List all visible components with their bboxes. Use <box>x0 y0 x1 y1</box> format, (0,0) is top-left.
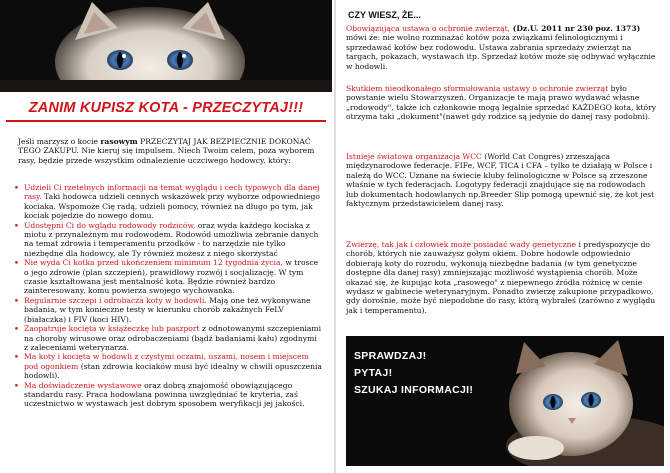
slogan-search-info: SZUKAJ INFORMACJI! <box>354 384 474 396</box>
column-divider <box>334 0 336 473</box>
associations-paragraph: Skutkiem nieodkonałego sformułowania ustawy o ochronie zwierząt było powstanie wielu Stowarzyszeń. Organizacje te mają prawo wydawać własne „rodowody", także ich członkowie mogą legalnie sprzedać KAŻDEGO kota, który otrzyma taki „dokument"(nawet gdy rodzice są jedynie do danej rasy podobni). <box>346 84 657 122</box>
intro-paragraph <box>18 137 320 165</box>
intro-bold: rasowym <box>100 137 138 146</box>
list-item: • Udzieli Ci rzetelnych informacji na temat wyglądu i cech typowych dla danej rasy. Taki hodowca udzieli cennych wskazówek przy wyborze odpowiedniego kociaka. Wspomoże Cię radą, udzieli pomocy, również na długo po tym, jak kociak pojedzie do nowego domu. <box>14 183 320 221</box>
list-item: • Regularnie szczepi i odrobacza koty w hodowli. Mają one też wykonywane badania, w tym konieczne testy w kierunku chorób zakaźnych FeLV (białaczka) i FIV (koci HIV). <box>14 295 311 324</box>
list-item: • Nie wyda Ci kotka przed ukończeniem minimum 12 tygodnia życia, w trosce o jego zdrowie (plan szczepień), prawidłowy rozwój i socjalizację. W tym czasie kształtowana jest mentalność kota. Będzie również bardzo zainteresowany, komu powierza swojego wychowanka. <box>14 258 319 296</box>
list-item: • Udostępni Ci do wglądu rodowody rodziców, oraz wyda każdego kociaka z miotu z przynależnym mu rodowodem. Rodowód umożliwia zebranie danych na temat zdrowia i temperamentu przodków - to narzędzie nie tylko niezbędne dla hodowcy, ale Ty również możesz z niego skorzystać <box>14 220 319 258</box>
top-cat-photo <box>0 0 332 92</box>
slogan-ask: PYTAJ! <box>354 367 393 379</box>
list-item: • Zaopatruje kocięta w książeczkę lub paszport z odnotowanymi szczepieniami na choroby wirusowe oraz odrobaczeniami (bądź badaniami kału) zgodnymi z zaleceniami weterynarza. <box>14 324 322 352</box>
slogan-check: SPRAWDZAJ! <box>354 350 427 362</box>
kitten-slogan-photo <box>346 336 664 466</box>
intro-text-2: PRZECZYTAJ JAK BEZPIECZNIE DOKONAĆ TEGO ZAKUPU. Nie kieruj się impulsem. Niech Twoim celem, poza wyborem rasy, będzie przede wszystkim odnalezienie uczciwego hodowcy, który: <box>18 137 315 165</box>
bullet-icon: • <box>14 352 19 362</box>
breeder-checklist <box>14 183 323 409</box>
list-item: • Ma doświadczenie wystawowe oraz dobrą znajomość obowiązującego standardu rasy. Praca hodowlana powinna uwzględniać te kryteria, zaś uczestnictwo w wystawach jest dobrym sposobem weryfikacji jej jakości. <box>14 380 305 409</box>
bullet-icon: • <box>14 220 19 230</box>
bullet-icon: • <box>14 380 19 390</box>
bullet-icon: • <box>14 258 19 268</box>
cat-peeking-image <box>0 0 332 92</box>
bullet-icon: • <box>14 183 19 192</box>
main-headline: ZANIM KUPISZ KOTA - PRZECZYTAJ!!! <box>28 100 304 116</box>
law-paragraph: Obowiązująca ustawa o ochronie zwierząt, (Dz.U. 2011 nr 230 poz. 1373) mówi że: nie wolno rozmnażać kotów poza związkami felinologicznymi i sprzedawać kotów bez rodowodu. Ustawa zabrania sprzedaży zwierząt na targach, pokazach, wystawach itp. Sprzedaż kotów może się odbywać wyłącznie w hodowli. <box>346 24 656 71</box>
headline-underline <box>6 120 326 122</box>
bullet-icon: • <box>14 324 19 334</box>
genetics-paragraph: Zwierzę, tak jak i człowiek może posiadać wady genetyczne i predyspozycje do chorób, których nie zauważysz gołym okiem. Dobre hodowle odpowiednio dobierają koty do rozrodu, wykonują niezbędne badania (w tym genetyczne dostępne dla danej rasy) zmniejszając możliwość wystąpienia chorób. Może okazać się, że kupując kota „rasowego" z niepewnego źródła różnicę w cenie wydasz w gabinecie weterynaryjnym. Ponadto zwierzę zakupione przypadkowo, gdy dorośnie, może być niepodobne do rasy, którą wybrałeś (zarówno z wyglądu jak i temperamentu). <box>346 240 656 315</box>
did-you-know-title: CZY WIESZ, ŻE... <box>348 10 421 20</box>
intro-text-1: Jeśli marzysz o kocie <box>18 137 101 146</box>
wcc-paragraph: Istnieje światowa organizacja WCC (World Cat Congres) zrzeszająca międzynarodowe federacje. FIFe, WCF, TICA i CFA – tylko te działają w Polsce i należą do WCC. Uznane na świecie kluby felinologiczne w Polsce są zrzeszone właśnie w tych federacjach. Logotypy federacji znajdujące się na rodowodach lub dokumentach hodowlanych np.Breeder Slip pomogą upewnić się, że kot jest faktycznym przedstawicielem danej rasy. <box>346 152 655 209</box>
bullet-icon: • <box>14 295 19 305</box>
list-item: • Ma koty i kocięta w hodowli z czystymi oczami, uszami, nosem i miejscem pod ogonkiem (stan zdrowia kociaków musi być idealny w chwili opuszczenia hodowli). <box>14 352 322 381</box>
